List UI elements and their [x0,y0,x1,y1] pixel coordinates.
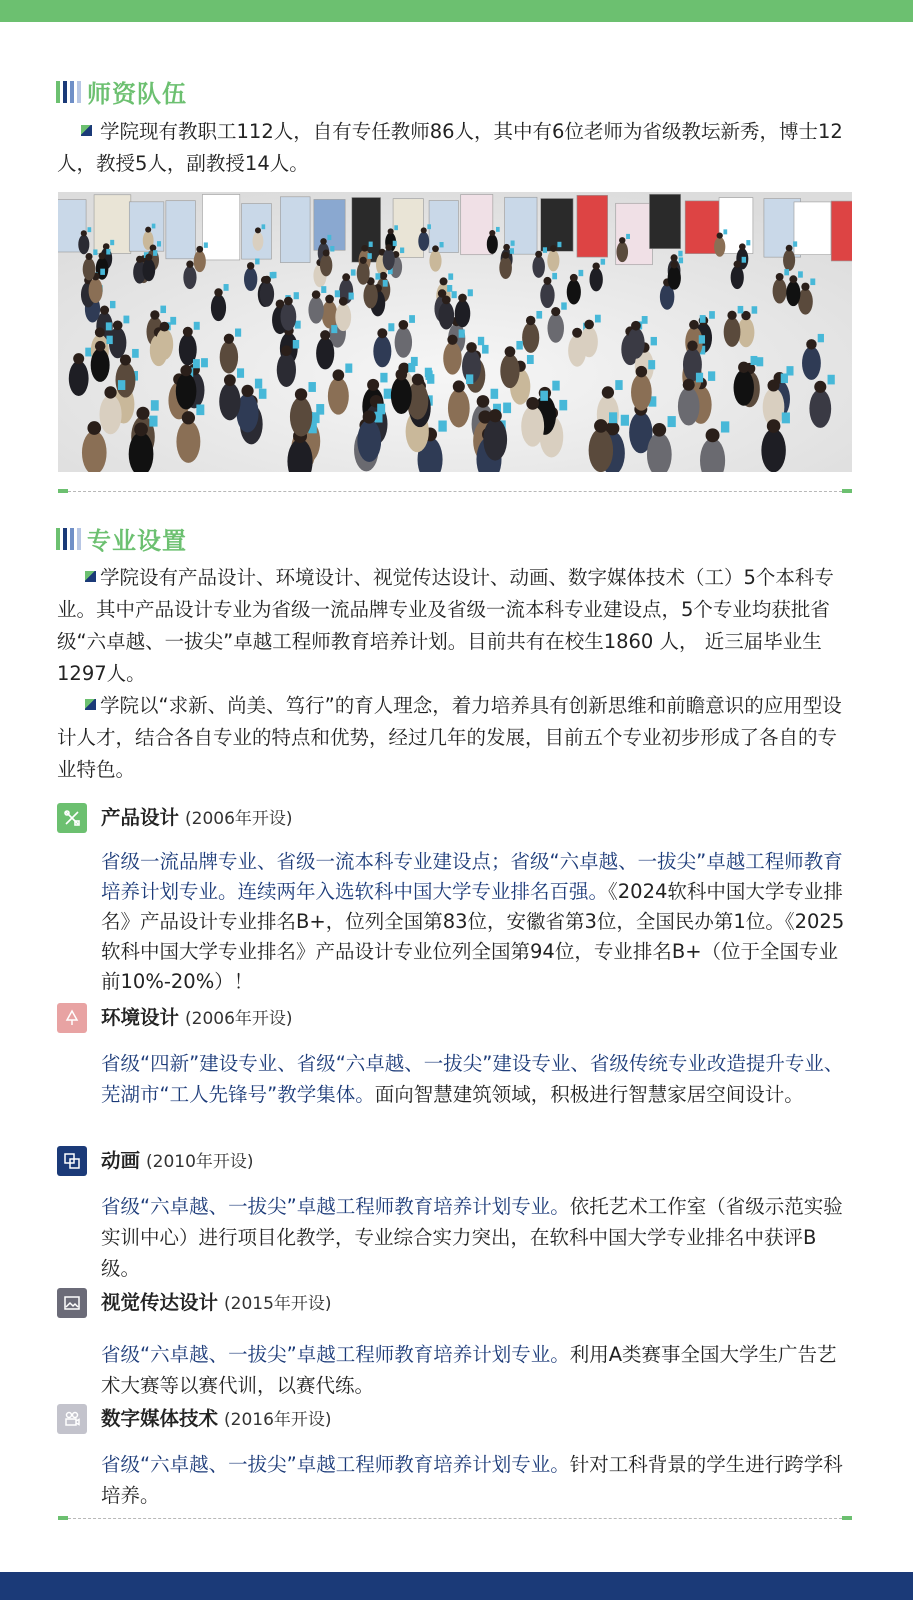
major-text: 针对工科背景的学生进行跨学科培养。 [101,1453,843,1507]
bullet-square-icon [81,125,92,136]
title-bars-icon [56,528,81,550]
bottom-accent-bar [0,1572,913,1600]
faculty-paragraph [57,116,852,180]
section-title-text: 师资队伍 [87,80,187,108]
major-text: 面向智慧建筑领域，积极进行智慧家居空间设计。 [374,1083,804,1106]
majors-text-2: 学院以“求新、尚美、笃行”的育人理念，着力培养具有创新思维和前瞻意识的应用型设计人才，结合各自专业的特点和优势，经过几年的发展，目前五个专业初步形成了各自的专业特色。 [57,694,842,781]
tree-icon [57,1003,87,1033]
title-bars-icon [56,81,81,103]
major-description [101,1160,846,1284]
major-name: 产品设计 [101,806,180,829]
group-photo [58,192,852,472]
major-year: (2015年开设) [224,1294,332,1314]
major-text: 依托艺术工作室（省级示范实验实训中心）进行项目化教学，专业综合实力突出，在软科中国大学专业排名中获评B级。 [101,1195,843,1280]
major-text: 利用A类赛事全国大学生广告艺术大赛等以赛代训，以赛代练。 [101,1343,837,1397]
bullet-square-icon [85,571,96,582]
major-description [101,1418,846,1511]
major-description [101,1017,846,1110]
section-title-majors [56,521,187,556]
majors-text-1: 学院设有产品设计、环境设计、视觉传达设计、动画、数字媒体技术（工）5个本科专业。其中产品设计专业为省级一流品牌专业及省级一流本科专业建设点，5个专业均获批省级“六卓越、一拔尖”卓越工程师教育培养计划。目前共有在校生1860 人， 近三届毕业生1297人。 [57,566,834,685]
major-name: 数字媒体技术 [101,1407,219,1430]
major-year: (2016年开设) [224,1410,332,1430]
major-description [101,1308,846,1401]
bullet-square-icon [85,699,96,710]
major-text: 《2024软科中国大学专业排名》产品设计专业排名B+，位列全国第83位，安徽省第3位，全国民办第1位。《2025软科中国大学专业排名》产品设计专业位列全国第94位，专业排名B+（位于全国专业前10%-20%）！ [101,880,845,993]
top-accent-bar [0,0,913,22]
major-description [101,817,846,997]
tools-icon [57,803,87,833]
section-title-faculty [56,74,187,109]
major-name: 动画 [101,1149,141,1172]
major-highlight: 省级“六卓越、一拔尖”卓越工程师教育培养计划专业。 [101,1453,570,1476]
majors-paragraph-1 [57,562,852,690]
major-highlight: 省级“六卓越、一拔尖”卓越工程师教育培养计划专业。 [101,1343,570,1366]
faculty-text: 学院现有教职工112人，自有专任教师86人，其中有6位老师为省级教坛新秀，博士12人，教授5人，副教授14人。 [57,120,843,175]
section-title-text: 专业设置 [87,527,187,555]
major-year: (2006年开设) [185,809,293,829]
section-divider [58,1518,852,1519]
majors-paragraph-2 [57,690,852,786]
major-year: (2010年开设) [146,1152,254,1172]
major-name: 视觉传达设计 [101,1291,219,1314]
image-icon [57,1288,87,1318]
major-highlight: 省级“四新”建设专业、省级“六卓越、一拔尖”建设专业、省级传统专业改造提升专业、芜湖市“工人先锋号”教学集体。 [101,1052,844,1106]
animation-icon [57,1146,87,1176]
major-name: 环境设计 [101,1006,180,1029]
major-highlight: 省级“六卓越、一拔尖”卓越工程师教育培养计划专业。 [101,1195,570,1218]
major-highlight: 省级一流品牌专业、省级一流本科专业建设点；省级“六卓越、一拔尖”卓越工程师教育培养计划专业。连续两年入选软科中国大学专业排名百强。 [101,850,843,903]
major-year: (2006年开设) [185,1009,293,1029]
video-camera-icon [57,1404,87,1434]
section-divider [58,491,852,492]
